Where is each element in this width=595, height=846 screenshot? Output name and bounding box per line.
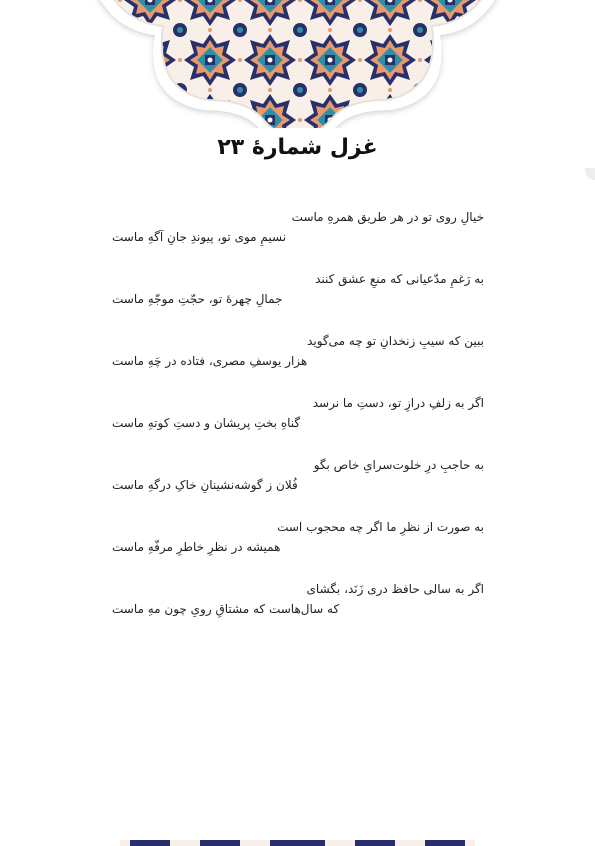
bayt [112, 393, 484, 455]
poem-title: غزل شمارهٔ ۲۳ [217, 135, 378, 160]
misra-first: به صورت از نظرِ ما اگر چه محجوب است [277, 520, 484, 534]
misra-second: گناهِ بختِ پریشان و دستِ کوتهِ ماست [112, 416, 301, 430]
bayt [112, 517, 484, 579]
misra-second: همیشه در نظرِ خاطرِ مرفّهِ ماست [112, 540, 281, 554]
misra-first: به حاجبِ درِ خلوت‌سرایِ خاص بگو [313, 458, 484, 472]
bayt [112, 331, 484, 393]
bayt [112, 455, 484, 517]
misra-second: که سال‌هاست که مشتاقِ رویِ چون مهِ ماست [112, 602, 340, 616]
poem-body [112, 207, 484, 641]
bayt [112, 207, 484, 269]
misra-second: فُلان ز گوشه‌نشینانِ خاکِ درگهِ ماست [112, 478, 298, 492]
misra-second: جمالِ چهرهٔ تو، حجّتِ موجّهِ ماست [112, 292, 283, 306]
misra-second: نسیمِ موی تو، پیوندِ جانِ آگهِ ماست [112, 230, 287, 244]
misra-first: ببین که سیبِ زنخدانِ تو چه می‌گوید [307, 334, 484, 348]
title-box [112, 128, 483, 168]
footer-tile-strip [90, 836, 505, 846]
bayt [112, 269, 484, 331]
misra-first: به رَغمِ مدّعیانی که منعِ عشق کنند [315, 272, 484, 286]
misra-first: اگر به زلفِ درازِ تو، دستِ ما نرسد [312, 396, 484, 410]
bayt [112, 579, 484, 641]
misra-second: هزار یوسفِ مصری، فتاده در چَهِ ماست [112, 354, 308, 368]
side-accent [585, 168, 595, 180]
misra-first: اگر به سالی حافظ دری زَنَد، بگشای [306, 582, 484, 596]
misra-first: خیالِ روی تو در هر طریق همرهِ ماست [291, 210, 484, 224]
